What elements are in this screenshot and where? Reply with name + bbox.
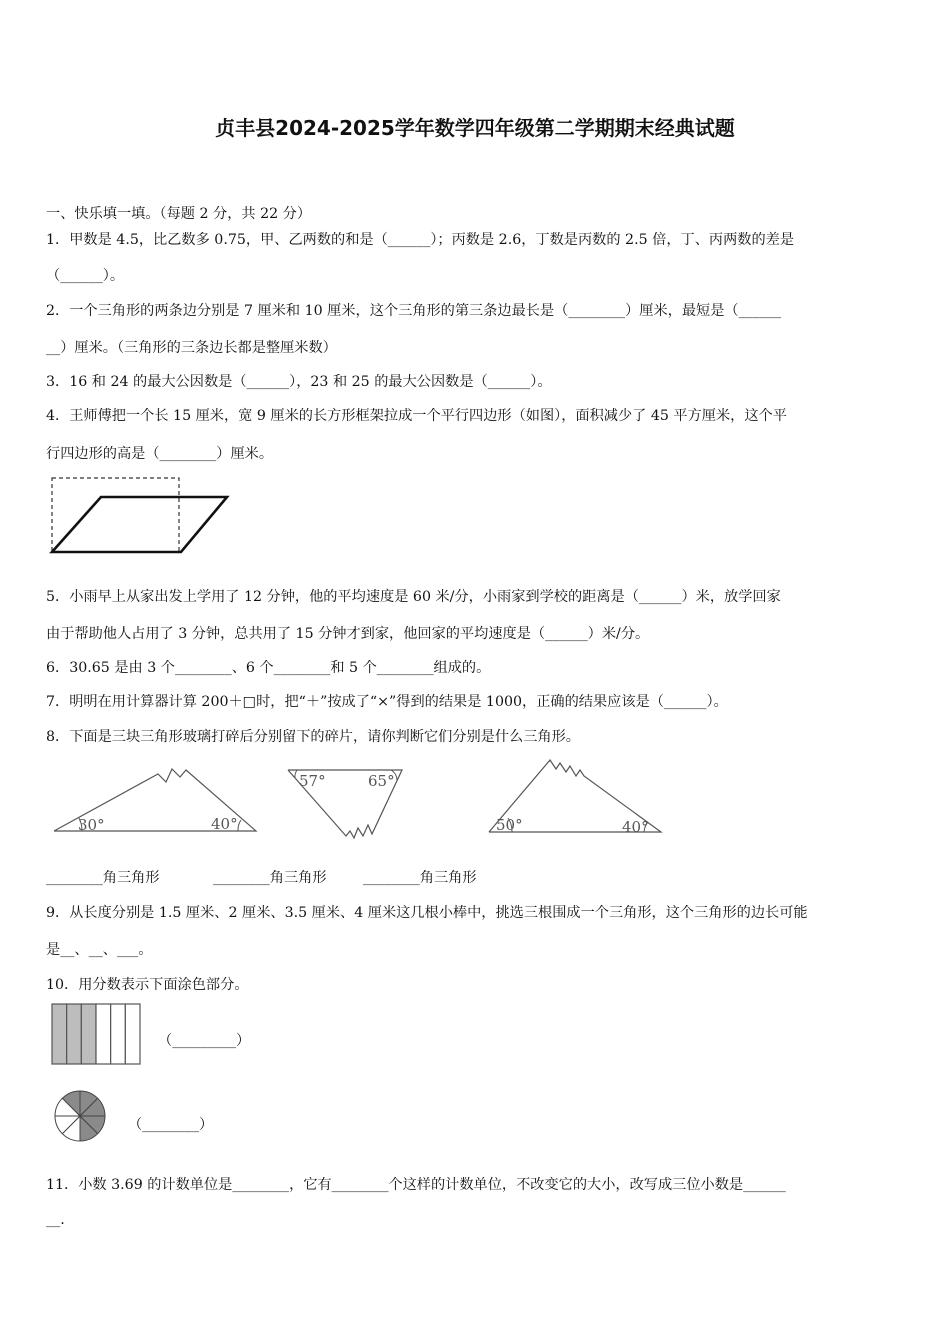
- fraction-blank-2: （________）: [128, 1117, 214, 1133]
- angle-label-65: 65°: [368, 772, 395, 790]
- unshaded-strip: [96, 1004, 111, 1064]
- shaded-strip: [67, 1004, 82, 1064]
- fraction-rectangle: [50, 1002, 144, 1066]
- question-8: 8．下面是三块三角形玻璃打碎后分别留下的碎片，请你判断它们分别是什么三角形。: [46, 729, 580, 745]
- question-7: 7．明明在用计算器计算 200＋□时，把“＋”按成了“×”得到的结果是 1000，正确的结果应该是（______）。: [46, 694, 728, 710]
- angle-label-40: 40°: [211, 815, 238, 833]
- unshaded-strip: [111, 1004, 126, 1064]
- shaded-strip: [52, 1004, 67, 1064]
- question-5-line-2: 由于帮助他人占用了 3 分钟，总共用了 15 分钟才到家，他回家的平均速度是（______）米/分。: [46, 626, 650, 642]
- angle-label-50: 50°: [496, 816, 523, 834]
- original-rectangle-dashed: [52, 478, 179, 552]
- question-6: 6．30.65 是由 3 个________、6 个________和 5 个________组成的。: [46, 660, 491, 676]
- section-heading: 一、快乐填一填。（每题 2 分，共 22 分）: [46, 206, 312, 222]
- fraction-blank-1: （_________）: [158, 1033, 251, 1049]
- parallelogram-shape: [52, 497, 227, 552]
- triangle-caption-2: ________角三角形: [213, 870, 327, 886]
- angle-label-30: 30°: [78, 816, 105, 834]
- question-4-line-1: 4．王师傅把一个长 15 厘米，宽 9 厘米的长方形框架拉成一个平行四边形（如图），面积减少了 45 平方厘米，这个平: [46, 408, 787, 424]
- question-2-line-1: 2．一个三角形的两条边分别是 7 厘米和 10 厘米，这个三角形的第三条边最长是（________）厘米，最短是（______: [46, 303, 782, 319]
- question-5-line-1: 5．小雨早上从家出发上学用了 12 分钟，他的平均速度是 60 米/分，小雨家到学校的距离是（______）米，放学回家: [46, 589, 781, 605]
- triangle-fragment-2: [284, 764, 406, 842]
- question-2-line-2: __）厘米。（三角形的三条边长都是整厘米数）: [46, 340, 337, 356]
- triangle-fragment-3: [484, 756, 666, 840]
- triangle-fragment-1: [48, 764, 263, 840]
- question-11-line-2: __.: [46, 1212, 65, 1228]
- angle-label-57: 57°: [299, 772, 326, 790]
- question-9-line-1: 9．从长度分别是 1.5 厘米、2 厘米、3.5 厘米、4 厘米这几根小棒中，挑选三根围成一个三角形，这个三角形的边长可能: [46, 905, 808, 921]
- question-1-line-1: 1．甲数是 4.5，比乙数多 0.75，甲、乙两数的和是（______）；丙数是 2.6，丁数是丙数的 2.5 倍，丁、丙两数的差是: [46, 232, 795, 248]
- question-11-line-1: 11．小数 3.69 的计数单位是________，它有________个这样的计数单位，不改变它的大小，改写成三位小数是______: [46, 1177, 786, 1193]
- question-9-line-2: 是__、__、___。: [46, 942, 153, 958]
- question-4-line-2: 行四边形的高是（________）厘米。: [46, 446, 274, 462]
- parallelogram-figure: [46, 472, 236, 562]
- triangle-caption-1: ________角三角形: [46, 870, 160, 886]
- shaded-strip: [81, 1004, 96, 1064]
- unshaded-strip: [125, 1004, 140, 1064]
- fraction-circle: [52, 1088, 108, 1144]
- angle-label-40b: 40°: [622, 818, 649, 836]
- question-10: 10．用分数表示下面涂色部分。: [46, 977, 249, 993]
- triangle-caption-3: ________角三角形: [363, 870, 477, 886]
- question-1-line-2: （______）。: [46, 268, 125, 284]
- page-title: 贞丰县2024-2025学年数学四年级第二学期期末经典试题: [215, 116, 735, 140]
- question-3: 3．16 和 24 的最大公因数是（______），23 和 25 的最大公因数是（______）。: [46, 374, 552, 390]
